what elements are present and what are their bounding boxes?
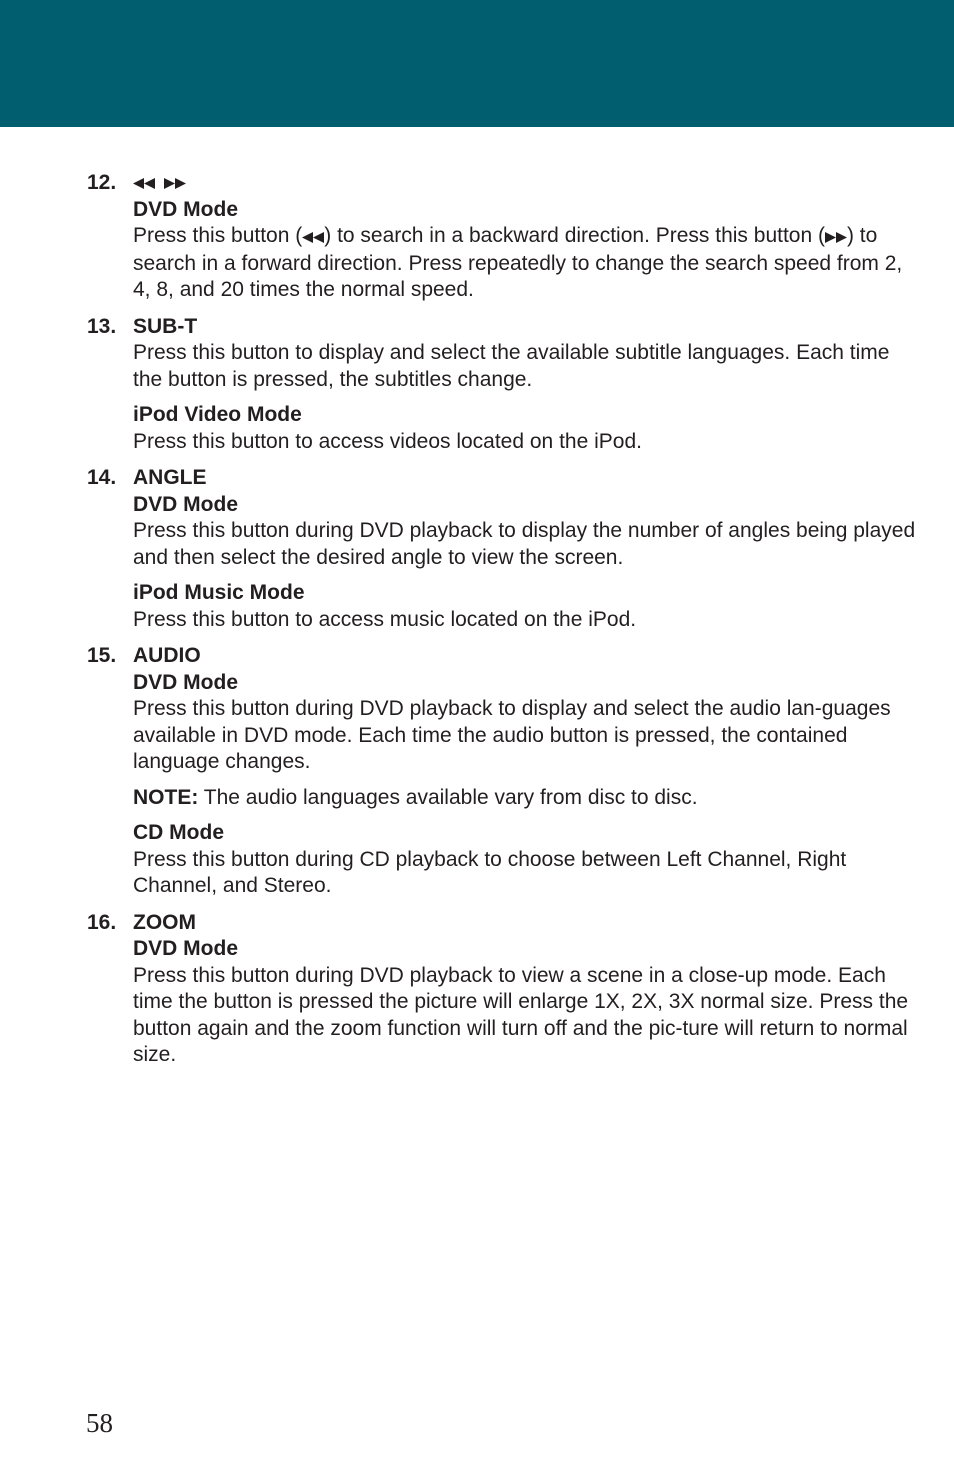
item-description: Press this button ( ) to search in a backward direction. Press this button ( ) to search in a forward direction. Press repeatedly to change the search speed from 2, 4, 8, and 20 times the normal speed. [133,224,903,301]
item-number: 16. [87,910,117,934]
item-title: AUDIO [133,644,201,667]
mode-description: Press this button to access videos located on the iPod. [133,429,642,453]
header-bar [0,0,954,127]
rewind-icon [133,178,155,189]
mode-description: Press this button during CD playback to choose between Left Channel, Right Channel, and Stereo. [133,847,847,897]
mode-description: Press this button during DVD playback to display the number of angles being played and then select the desired angle to view the screen. [133,519,916,569]
search-buttons [133,170,186,197]
mode-block [133,402,917,455]
mode-heading: iPod Video Mode [133,403,302,426]
page-number: 58 [86,1408,113,1438]
mode-block [133,580,917,633]
rewind-icon [302,224,324,251]
item-number: 13. [87,314,117,338]
mode-block [133,670,917,776]
mode-description: Press this button during DVD playback to display and select the audio lan-guages available in DVD mode. Each time the audio button is pressed, the contained language changes. [133,697,891,773]
mode-block [133,936,917,1069]
item-title: ANGLE [133,466,207,489]
note-text: NOTE: The audio languages available vary from disc to disc. [133,785,698,809]
item-12 [87,170,917,304]
item-13 [87,314,917,456]
mode-description: Press this button to display and select the available subtitle languages. Each time the button is pressed, the subtitles change. [133,341,890,391]
item-number: 14. [87,466,117,489]
mode-description: Press this button to access music located on the iPod. [133,607,637,631]
mode-heading: DVD Mode [133,670,238,694]
item-15 [87,643,917,900]
mode-heading: DVD Mode [133,937,238,960]
mode-block [133,492,917,572]
item-title: ZOOM [133,910,196,934]
item-number: 12. [87,171,117,194]
mode-heading: DVD Mode [133,492,238,516]
mode-heading: iPod Music Mode [133,581,305,604]
item-number: 15. [87,644,117,667]
mode-block [133,820,917,900]
mode-heading: DVD Mode [133,197,238,221]
note-label: NOTE: [133,785,199,809]
note-block [133,785,917,812]
item-title: SUB-T [133,314,198,338]
fast-forward-icon [825,224,847,251]
mode-block [133,340,917,393]
item-14 [87,465,917,633]
mode-description: Press this button during DVD playback to view a scene in a close-up mode. Each time the button is pressed the picture will enlarge 1X, 2X, 3X normal size. Press the button again and the zoom function will turn off and the pic-ture will return to normal size. [133,963,909,1066]
item-16 [87,910,917,1069]
mode-heading: CD Mode [133,821,224,844]
manual-content [87,170,917,1079]
fast-forward-icon [164,178,186,189]
